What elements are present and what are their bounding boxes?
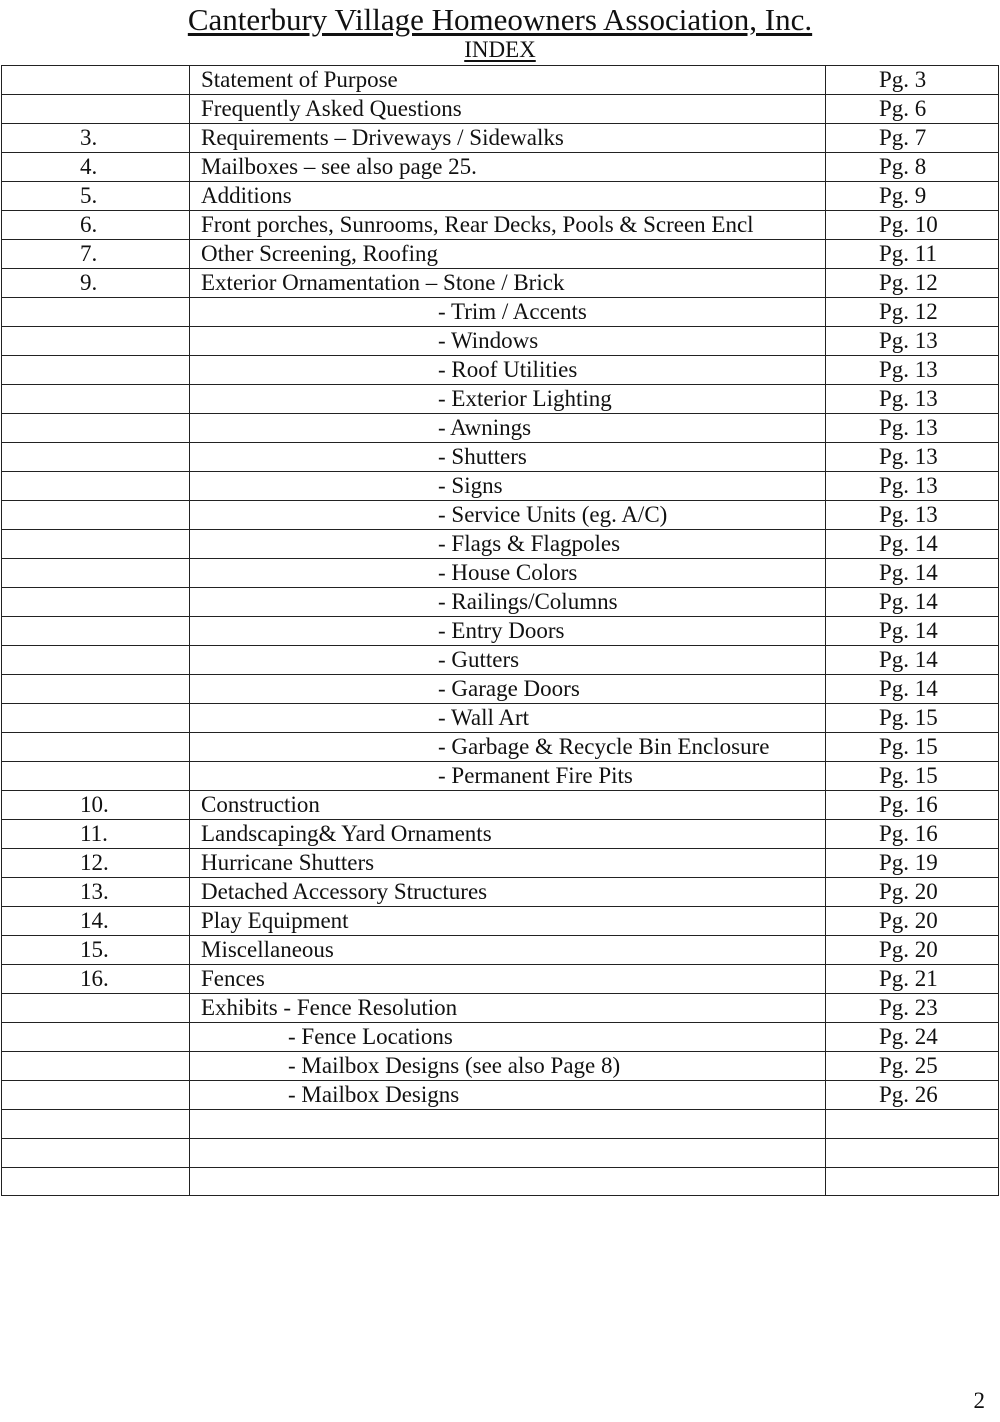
page-reference: [826, 1167, 999, 1196]
index-row: [2, 443, 999, 472]
section-number: [2, 385, 190, 414]
section-title-cell: [190, 617, 826, 646]
index-row: [2, 298, 999, 327]
page-reference: Pg. 8: [826, 153, 999, 182]
index-row: [2, 675, 999, 704]
section-number: [2, 1138, 190, 1167]
section-title-cell: [190, 878, 826, 907]
page-reference: Pg. 13: [826, 356, 999, 385]
section-title: - Flags & Flagpoles: [438, 531, 621, 556]
section-title: - Service Units (eg. A/C): [438, 502, 668, 527]
section-number: 5.: [2, 182, 190, 211]
index-row: [2, 617, 999, 646]
section-title-cell: [190, 385, 826, 414]
section-title-cell: [190, 762, 826, 791]
index-row: [2, 1052, 999, 1081]
page-reference: Pg. 14: [826, 530, 999, 559]
section-title-cell: [190, 269, 826, 298]
index-row: [2, 182, 999, 211]
section-title-cell: [190, 1138, 826, 1167]
section-title-cell: [190, 733, 826, 762]
index-row: [2, 530, 999, 559]
section-title-cell: [190, 559, 826, 588]
index-row: [2, 66, 999, 95]
section-title-cell: [190, 965, 826, 994]
page-reference: Pg. 23: [826, 994, 999, 1023]
index-row: [2, 849, 999, 878]
index-row: [2, 1081, 999, 1110]
page-reference: Pg. 11: [826, 240, 999, 269]
section-number: [2, 675, 190, 704]
index-row: [2, 124, 999, 153]
section-title: - Roof Utilities: [438, 357, 578, 382]
section-title: Detached Accessory Structures: [201, 879, 488, 904]
section-title-cell: [190, 182, 826, 211]
page-reference: Pg. 20: [826, 907, 999, 936]
page-reference: Pg. 10: [826, 211, 999, 240]
index-row: [2, 472, 999, 501]
index-row: [2, 1023, 999, 1052]
section-title: - Garage Doors: [438, 676, 580, 701]
section-title-cell: [190, 675, 826, 704]
section-title: Landscaping& Yard Ornaments: [201, 821, 492, 846]
page-reference: Pg. 14: [826, 559, 999, 588]
section-title: Additions: [201, 183, 292, 208]
section-title-cell: [190, 588, 826, 617]
section-number: [2, 762, 190, 791]
index-row: [2, 385, 999, 414]
section-title: Hurricane Shutters: [201, 850, 375, 875]
section-title-cell: [190, 791, 826, 820]
page-reference: Pg. 13: [826, 443, 999, 472]
section-title-cell: [190, 1052, 826, 1081]
page-reference: Pg. 25: [826, 1052, 999, 1081]
section-title: - Wall Art: [438, 705, 529, 730]
section-title-cell: [190, 530, 826, 559]
page-reference: Pg. 15: [826, 762, 999, 791]
index-heading: INDEX: [464, 37, 536, 62]
index-row: [2, 559, 999, 588]
section-title-cell: [190, 1023, 826, 1052]
section-number: [2, 1110, 190, 1139]
section-title: Exterior Ornamentation – Stone / Brick: [201, 270, 565, 295]
section-number: [2, 559, 190, 588]
section-number: 16.: [2, 965, 190, 994]
section-number: [2, 617, 190, 646]
page-reference: [826, 1138, 999, 1167]
section-title: - Railings/Columns: [438, 589, 618, 614]
page-reference: Pg. 12: [826, 298, 999, 327]
page-reference: Pg. 13: [826, 327, 999, 356]
index-row: [2, 762, 999, 791]
page-reference: Pg. 13: [826, 385, 999, 414]
section-title-cell: [190, 1110, 826, 1139]
section-number: [2, 95, 190, 124]
index-row: [2, 588, 999, 617]
index-row: [2, 936, 999, 965]
section-title-cell: [190, 1081, 826, 1110]
page-reference: Pg. 9: [826, 182, 999, 211]
section-title-cell: [190, 211, 826, 240]
section-title: - Trim / Accents: [438, 299, 587, 324]
section-number: 7.: [2, 240, 190, 269]
section-title: - Shutters: [438, 444, 527, 469]
section-title-cell: [190, 356, 826, 385]
page-reference: Pg. 19: [826, 849, 999, 878]
index-row: [2, 733, 999, 762]
index-row: [2, 646, 999, 675]
section-number: [2, 704, 190, 733]
section-title: - Entry Doors: [438, 618, 565, 643]
section-title: Front porches, Sunrooms, Rear Decks, Pools & Screen Encl: [201, 212, 754, 237]
page-number: 2: [973, 1388, 985, 1413]
page-reference: Pg. 15: [826, 733, 999, 762]
section-number: [2, 588, 190, 617]
index-row: [2, 240, 999, 269]
page-reference: Pg. 14: [826, 646, 999, 675]
section-title: Mailboxes – see also page 25.: [201, 154, 477, 179]
page-reference: Pg. 12: [826, 269, 999, 298]
section-number: 11.: [2, 820, 190, 849]
section-title: - Garbage & Recycle Bin Enclosure: [438, 734, 770, 759]
section-number: 4.: [2, 153, 190, 182]
section-title-cell: [190, 704, 826, 733]
page-reference: Pg. 16: [826, 791, 999, 820]
section-number: 3.: [2, 124, 190, 153]
section-title-cell: [190, 1167, 826, 1196]
index-row: [2, 907, 999, 936]
section-number: [2, 1167, 190, 1196]
section-title-cell: [190, 472, 826, 501]
index-row: [2, 327, 999, 356]
section-title-cell: [190, 95, 826, 124]
section-number: [2, 1052, 190, 1081]
page-reference: Pg. 20: [826, 936, 999, 965]
index-row: [2, 356, 999, 385]
index-table: [1, 65, 999, 1196]
index-row: [2, 965, 999, 994]
section-title-cell: [190, 443, 826, 472]
section-title-cell: [190, 327, 826, 356]
section-number: [2, 443, 190, 472]
section-title-cell: [190, 240, 826, 269]
page-reference: Pg. 13: [826, 414, 999, 443]
index-row: [2, 414, 999, 443]
section-title: Construction: [201, 792, 320, 817]
section-number: [2, 66, 190, 95]
section-title-cell: [190, 66, 826, 95]
section-title: - Mailbox Designs: [288, 1082, 460, 1107]
section-title: Fences: [201, 966, 265, 991]
section-number: [2, 327, 190, 356]
section-title-cell: [190, 153, 826, 182]
page-reference: Pg. 16: [826, 820, 999, 849]
index-row: [2, 153, 999, 182]
page-reference: Pg. 7: [826, 124, 999, 153]
page-reference: Pg. 13: [826, 501, 999, 530]
section-title-cell: [190, 907, 826, 936]
section-title: Play Equipment: [201, 908, 349, 933]
section-title: Other Screening, Roofing: [201, 241, 438, 266]
index-row: [2, 791, 999, 820]
index-row: [2, 95, 999, 124]
section-number: 9.: [2, 269, 190, 298]
index-row: [2, 994, 999, 1023]
index-row: [2, 501, 999, 530]
document-title: Canterbury Village Homeowners Association, Inc.: [187, 2, 813, 37]
page-reference: Pg. 3: [826, 66, 999, 95]
section-title: Statement of Purpose: [201, 67, 398, 92]
section-number: 10.: [2, 791, 190, 820]
page-reference: Pg. 6: [826, 95, 999, 124]
section-title-cell: [190, 414, 826, 443]
page-reference: Pg. 26: [826, 1081, 999, 1110]
page-reference: Pg. 14: [826, 588, 999, 617]
page-reference: Pg. 15: [826, 704, 999, 733]
section-title: - Permanent Fire Pits: [438, 763, 633, 788]
section-title: - Signs: [438, 473, 503, 498]
index-row: [2, 1167, 999, 1196]
section-number: [2, 1023, 190, 1052]
page-reference: Pg. 14: [826, 617, 999, 646]
index-table-body: [2, 66, 999, 1196]
section-number: [2, 356, 190, 385]
section-number: 6.: [2, 211, 190, 240]
section-number: [2, 646, 190, 675]
page-reference: Pg. 13: [826, 472, 999, 501]
page-reference: [826, 1110, 999, 1139]
section-number: 12.: [2, 849, 190, 878]
section-number: 15.: [2, 936, 190, 965]
section-number: 14.: [2, 907, 190, 936]
section-title-cell: [190, 501, 826, 530]
section-number: [2, 501, 190, 530]
section-title: Miscellaneous: [201, 937, 334, 962]
index-row: [2, 1110, 999, 1139]
index-row: [2, 269, 999, 298]
section-title-cell: [190, 820, 826, 849]
section-number: [2, 1081, 190, 1110]
section-number: [2, 298, 190, 327]
index-row: [2, 878, 999, 907]
section-number: [2, 733, 190, 762]
section-title: Exhibits - Fence Resolution: [201, 995, 458, 1020]
section-title-cell: [190, 994, 826, 1023]
page-reference: Pg. 21: [826, 965, 999, 994]
section-number: [2, 472, 190, 501]
index-row: [2, 1138, 999, 1167]
section-title: - Mailbox Designs (see also Page 8): [288, 1053, 621, 1078]
section-number: [2, 994, 190, 1023]
section-title: Requirements – Driveways / Sidewalks: [201, 125, 564, 150]
section-title-cell: [190, 298, 826, 327]
index-row: [2, 820, 999, 849]
section-title: - Exterior Lighting: [438, 386, 612, 411]
section-title: - House Colors: [438, 560, 578, 585]
section-title-cell: [190, 646, 826, 675]
page-reference: Pg. 20: [826, 878, 999, 907]
section-title-cell: [190, 124, 826, 153]
section-title-cell: [190, 936, 826, 965]
section-number: [2, 414, 190, 443]
index-row: [2, 211, 999, 240]
index-row: [2, 704, 999, 733]
section-number: 13.: [2, 878, 190, 907]
section-title: Frequently Asked Questions: [201, 96, 462, 121]
section-number: [2, 530, 190, 559]
section-title: - Windows: [438, 328, 539, 353]
page-reference: Pg. 14: [826, 675, 999, 704]
section-title-cell: [190, 849, 826, 878]
page-reference: Pg. 24: [826, 1023, 999, 1052]
section-title: - Fence Locations: [288, 1024, 453, 1049]
section-title: - Awnings: [438, 415, 532, 440]
section-title: - Gutters: [438, 647, 520, 672]
